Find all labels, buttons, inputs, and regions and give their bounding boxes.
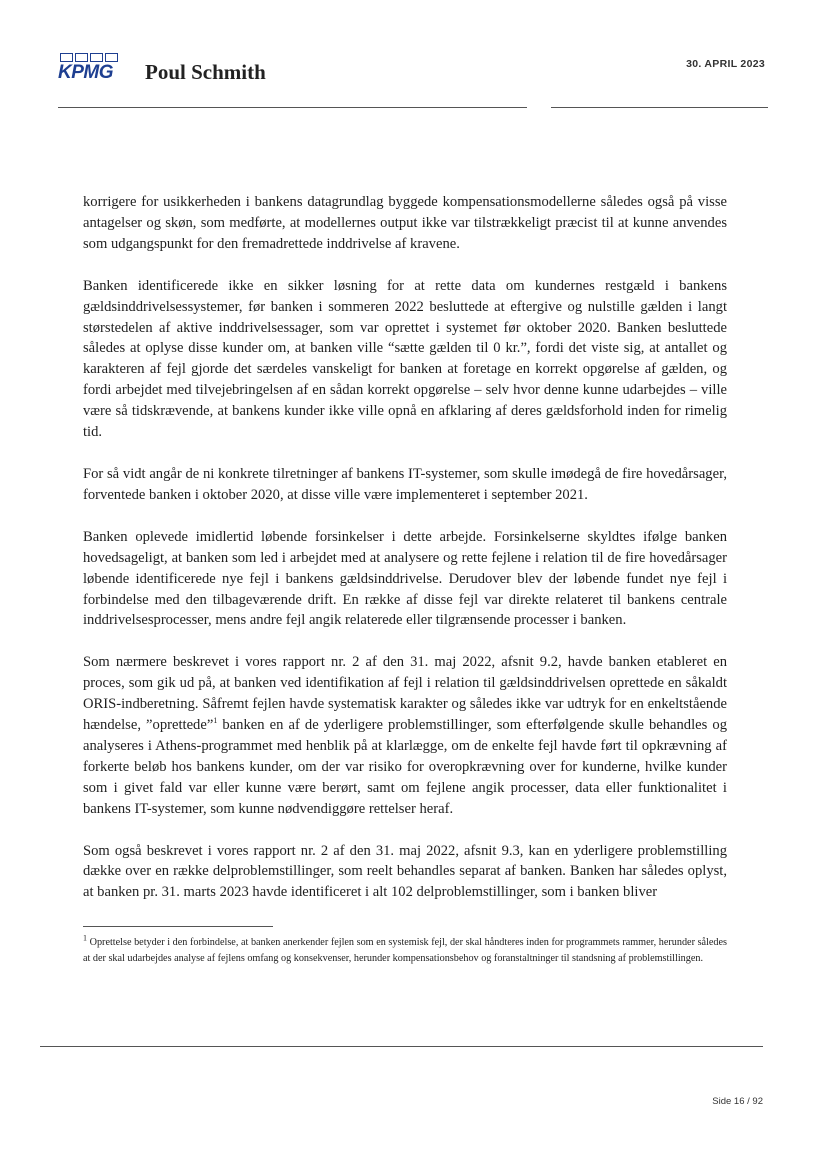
paragraph: Som også beskrevet i vores rapport nr. 2 af den 31. maj 2022, afsnit 9.3, kan en yderligere problemstilling dække over en række delproblemstillinger, som reelt behandles separat af banken. Banken har således oplyst, at banken pr. 31. marts 2023 havde identificeret i alt 102 delproblemstillinger, som i banken bliver [83,842,727,901]
paragraph: For så vidt angår de ni konkrete tilretninger af bankens IT-systemer, som skulle imødegå de fire hovedårsager, forventede banken i oktober 2020, at disse ville være implementeret i september 2021. [83,465,727,503]
company-name: Poul Schmith [145,60,266,84]
header-divider-right [551,107,768,108]
document-date: 30. APRIL 2023 [686,58,765,70]
footnote-text: Oprettelse betyder i den forbindelse, at banken anerkender fejlen som en systemisk fejl, der skal håndteres inden for programmets rammer, herunder således at der skal udarbejdes analyse af fejlens omfang og konsekvenser, herunder kompensationsbehov og foranstaltninger til standsning af problemstillingen. [83,937,727,964]
footnote [83,935,727,967]
kpmg-logo [58,53,122,85]
paragraph-text: banken en af de yderligere problemstillinger, som efterfølgende skulle behandles og analyseres i Athens-programmet med henblik på at klarlægge, om de enkelte fejl havde ført til opkrævning af forkerte beløb hos bankens kunder, om der var risiko for overopkrævning over for kunderne, hvilke kunder som i givet fald var eller kunne være berørt, samt om fejlene angik processer, data eller funktionalitet i bankens IT-systemer, som kunne nødvendiggøre rettelser heraf. [83,717,727,817]
paragraph: korrigere for usikkerheden i bankens datagrundlag byggede kompensationsmodellerne således også på visse antagelser og skøn, som medførte, at modellernes output ikke var tilstrækkeligt præcist til at kunne anvendes som udgangspunkt for den fremadrettede inddrivelse af kravene. [83,194,727,252]
page-number: Side 16 / 92 [712,1096,763,1107]
logo-wordmark: KPMG [58,62,113,83]
paragraph: Banken identificerede ikke en sikker løsning for at rette data om kundernes restgæld i bankens gældsinddrivelsessystemer, før banken i sommeren 2022 besluttede at eftergive og nulstille gælden i langt størstedelen af aktive inddrivelsessager, som var oprettet i systemet før oktober 2020. Banken besluttede således at oplyse disse kunder om, at banken ville “sætte gælden til 0 kr.”, fordi det viste sig, at antallet og karakteren af fejl gjorde det særdeles vanskeligt for banken at foretage en korrekt opgørelse af gælden, og fordi arbejdet med tilvejebringelsen af en sådan korrekt opgørelse – selv hvor denne kunne udarbejdes – ville være så tidskrævende, at bankens kunder ikke ville opnå en afklaring af deres gældsforhold inden for rimelig tid. [83,277,727,441]
footnote-ref[interactable]: 1 [213,716,218,726]
paragraph [83,652,727,819]
footer-divider [40,1046,763,1047]
footnote-divider [83,926,273,927]
paragraph: Banken oplevede imidlertid løbende forsinkelser i dette arbejde. Forsinkelserne skyldtes ifølge banken hovedsageligt, at banken som led i arbejdet med at analysere og rette fejlene i relation til de fire hovedårsager løbende identificerede nye fejl i bankens gældsinddrivelse. Derudover blev der løbende fundet nye fejl i forbindelse med den tilbageværende drift. En række af disse fejl var direkte relateret til bankens centrale inddrivelsesprocesser, mens andre fejl angik relaterede eller tilgrænsende processer i banken. [83,528,727,629]
body-text [83,192,727,924]
paragraph-text: Som nærmere beskrevet i vores rapport nr. 2 af den 31. maj 2022, afsnit 9.2, havde banken etableret en proces, som gik ud på, at banken ved identifikation af fejl i relation til gældsinddrivelsen oprettede en såkaldt ORIS-indberetning. Såfremt fejlen havde systematisk karakter og således ikke var udtryk for en enkeltstående hændelse, ”oprettede” [83,654,727,734]
logo-boxes [60,53,118,62]
footnote-number: 1 [83,933,87,943]
header-divider-left [58,107,527,108]
